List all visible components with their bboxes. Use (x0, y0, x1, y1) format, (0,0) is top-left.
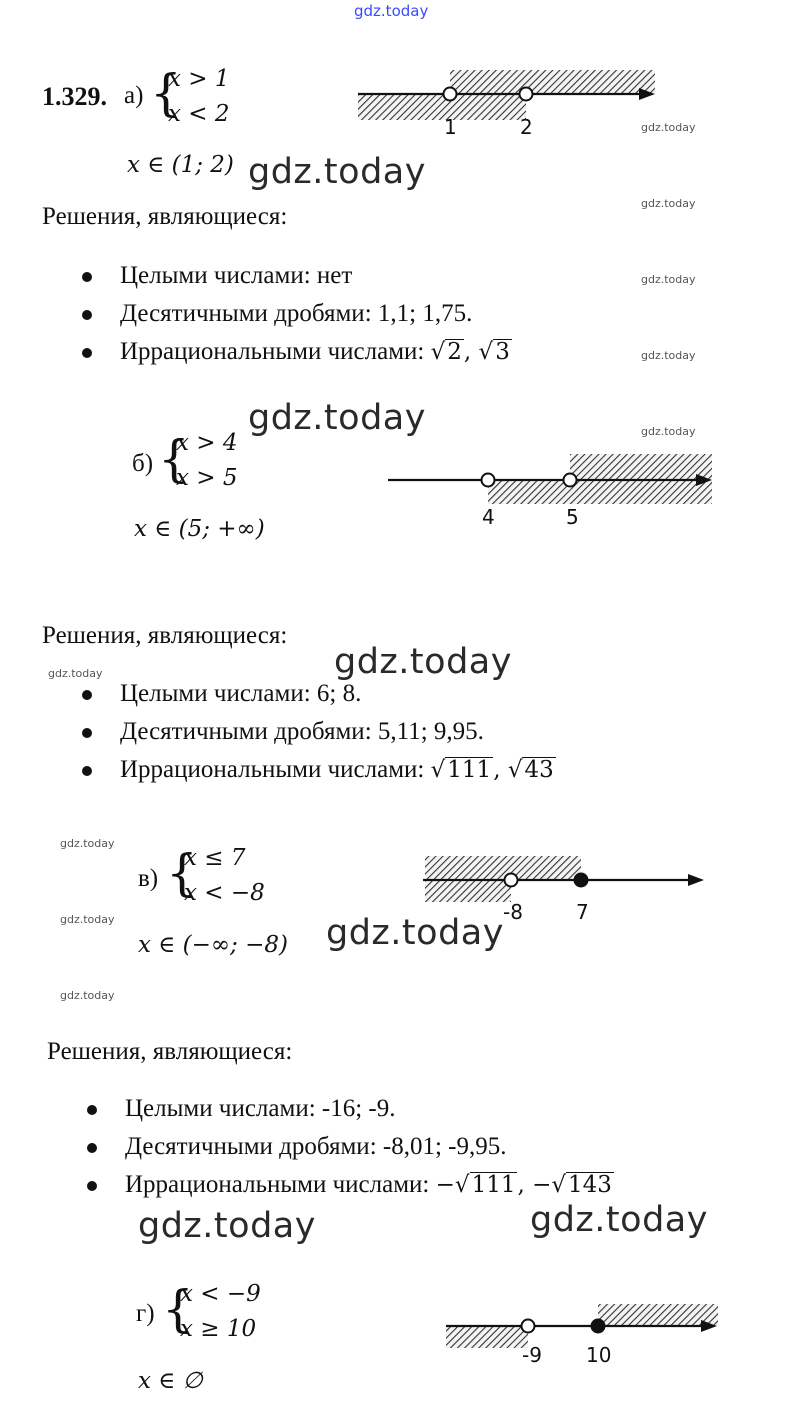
bullet-icon (82, 310, 92, 320)
part-v-ineq1: x ≤ 7 (184, 845, 246, 871)
sign: − (532, 1172, 552, 1198)
solution-list-a (42, 257, 512, 371)
radicand: 2 (447, 339, 462, 365)
sign: − (435, 1172, 455, 1198)
bullet-icon (87, 1181, 97, 1191)
sqrt-symbol: √ (478, 339, 494, 365)
list-item (42, 295, 512, 333)
irrationals-label: Иррациональными числами: (125, 1171, 436, 1198)
radicand: 111 (471, 1172, 516, 1198)
tick-label-5: 5 (566, 505, 579, 529)
watermark: gdz.today (530, 1200, 708, 1240)
sqrt-symbol: √ (430, 339, 446, 365)
decimals-value: 1,1; 1,75. (377, 300, 473, 327)
open-point-2 (520, 88, 533, 101)
hatch-region-a-right (450, 70, 655, 94)
radicand: 43 (524, 757, 554, 783)
bullet-icon (82, 690, 92, 700)
watermark: gdz.today (248, 152, 426, 192)
integers-value: -16; -9. (321, 1095, 396, 1122)
solutions-heading: Решения, являющиеся: (42, 622, 288, 649)
bullet-icon (82, 272, 92, 282)
closed-point-7 (575, 874, 588, 887)
decimals-label: Десятичными дробями: (125, 1133, 383, 1160)
solution-list-v (47, 1090, 614, 1204)
tick-label-minus9: -9 (522, 1343, 542, 1367)
list-item (42, 333, 512, 371)
watermark-small: gdz.today (60, 837, 115, 850)
watermark: gdz.today (334, 642, 512, 682)
decimals-label: Десятичными дробями: (120, 718, 378, 745)
hatch-region-g-left (446, 1326, 528, 1348)
axis-arrow-v (688, 874, 704, 886)
bullet-icon (82, 348, 92, 358)
open-point-4 (482, 474, 495, 487)
list-item (47, 1128, 614, 1166)
separator: , (463, 339, 479, 365)
part-a-brace: { (150, 64, 182, 122)
watermark-small: gdz.today (641, 425, 696, 438)
part-v-ineq2: x < −8 (184, 880, 265, 906)
tick-label-minus8: -8 (503, 900, 523, 924)
watermark-top: gdz.today (354, 2, 429, 20)
watermark-small: gdz.today (48, 667, 103, 680)
problem-number: 1.329. (42, 82, 107, 111)
hatch-region-g-right (598, 1304, 718, 1326)
watermark-small: gdz.today (60, 989, 115, 1002)
bullet-icon (82, 766, 92, 776)
open-point-5 (564, 474, 577, 487)
closed-point-10 (592, 1320, 605, 1333)
part-g-ineq1: x < −9 (180, 1281, 261, 1307)
watermark-small: gdz.today (641, 349, 696, 362)
tick-label-10: 10 (586, 1343, 612, 1367)
open-point-minus8 (505, 874, 518, 887)
radicand: 3 (495, 339, 510, 365)
open-point-1 (444, 88, 457, 101)
tick-label-4: 4 (482, 505, 495, 529)
number-line-b (380, 446, 725, 532)
part-b-brace: { (158, 430, 190, 488)
part-b-answer: x ∈ (5; +∞) (134, 516, 265, 542)
solutions-heading: Решения, являющиеся: (42, 203, 288, 230)
watermark-small: gdz.today (60, 913, 115, 926)
part-g-label: г) (136, 1300, 155, 1327)
sqrt-symbol: √ (430, 757, 446, 783)
list-item (42, 751, 556, 789)
integers-value: нет (316, 262, 353, 289)
integers-label: Целыми числами: (120, 680, 317, 707)
watermark-small: gdz.today (641, 197, 696, 210)
list-item (42, 257, 512, 295)
number-line-a (350, 60, 670, 140)
irrationals-label: Иррациональными числами: (120, 338, 431, 365)
list-item (42, 675, 556, 713)
part-a-answer: x ∈ (1; 2) (127, 152, 234, 178)
tick-label-2: 2 (520, 115, 533, 139)
solutions-heading: Решения, являющиеся: (47, 1038, 293, 1065)
sqrt-symbol: √ (454, 1172, 470, 1198)
part-a-label: а) (124, 82, 144, 109)
watermark: gdz.today (326, 913, 504, 953)
integers-label: Целыми числами: (125, 1095, 322, 1122)
part-a-ineq2: x < 2 (168, 101, 230, 127)
separator: , (517, 1172, 533, 1198)
tick-label-7: 7 (576, 900, 589, 924)
tick-label-1: 1 (444, 115, 457, 139)
list-item (47, 1166, 614, 1204)
decimals-value: 5,11; 9,95. (377, 718, 484, 745)
radicand: 111 (447, 757, 492, 783)
bullet-icon (87, 1143, 97, 1153)
watermark-small: gdz.today (641, 273, 696, 286)
watermark: gdz.today (248, 398, 426, 438)
open-point-minus9 (522, 1320, 535, 1333)
radicand: 143 (568, 1172, 612, 1198)
hatch-region-b-lower (488, 480, 712, 504)
part-g-brace: { (162, 1280, 194, 1338)
bullet-icon (82, 728, 92, 738)
solution-list-b (42, 675, 556, 789)
separator: , (493, 757, 508, 783)
sqrt-symbol: √ (551, 1172, 567, 1198)
part-v-answer: x ∈ (−∞; −8) (138, 932, 288, 958)
part-b-ineq2: x > 5 (176, 465, 238, 491)
hatch-region-a-left (358, 94, 526, 120)
list-item (42, 713, 556, 751)
watermark-small: gdz.today (641, 121, 696, 134)
list-item (47, 1090, 614, 1128)
part-b-ineq1: x > 4 (176, 430, 238, 456)
hatch-region-v-upper (425, 856, 581, 880)
part-g-ineq2: x ≥ 10 (180, 1316, 257, 1342)
sqrt-symbol: √ (507, 757, 523, 783)
decimals-label: Десятичными дробями: (120, 300, 378, 327)
watermark: gdz.today (138, 1206, 316, 1246)
part-v-brace: { (166, 844, 198, 902)
part-a-ineq1: x > 1 (168, 66, 230, 92)
bullet-icon (87, 1105, 97, 1115)
decimals-value: -8,01; -9,95. (382, 1133, 507, 1160)
part-b-label: б) (132, 450, 154, 477)
number-line-g (438, 1296, 728, 1372)
integers-label: Целыми числами: (120, 262, 317, 289)
hatch-region-b-upper (570, 454, 712, 480)
hatch-region-v-lower (425, 880, 511, 902)
integers-value: 6; 8. (316, 680, 362, 707)
part-g-answer: x ∈ ∅ (138, 1368, 203, 1394)
irrationals-label: Иррациональными числами: (120, 756, 431, 783)
part-v-label: в) (138, 865, 159, 892)
